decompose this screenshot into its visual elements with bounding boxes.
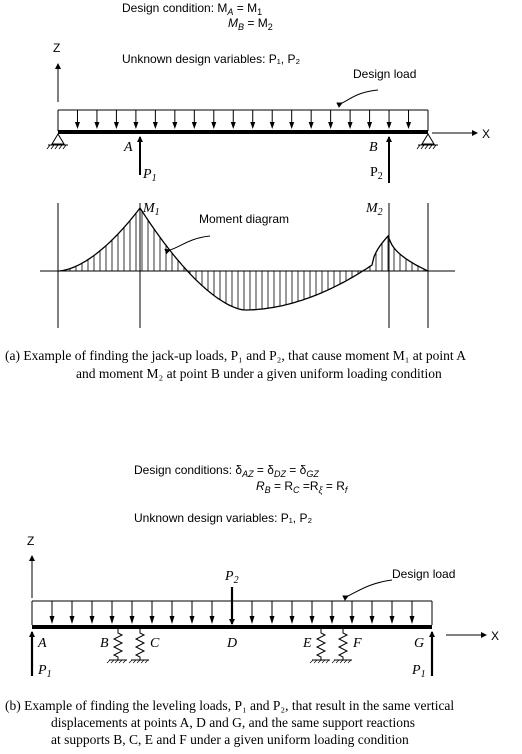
- load-arrow-head: [172, 122, 177, 129]
- load-arrow-head: [250, 616, 255, 624]
- load-arrows-a: [75, 110, 411, 129]
- beam-b: [32, 625, 432, 629]
- load-arrow-head: [350, 616, 355, 624]
- load-arrow-head: [348, 122, 353, 129]
- load-arrow-head: [50, 616, 55, 624]
- moment-diagram-leader: [170, 236, 210, 250]
- point-label-b: B: [100, 636, 109, 651]
- pin-support-left-a: [47, 134, 68, 149]
- moment-diagram-label: Moment diagram: [199, 212, 290, 226]
- load-arrow-head: [231, 122, 236, 129]
- load-arrow-head: [75, 122, 80, 129]
- design-condition-a-line1: Design condition: $M_A = M_1$: [122, 1, 263, 17]
- load-arrow-head: [110, 616, 115, 624]
- load-arrow-head: [190, 616, 195, 624]
- beam-a: [58, 130, 428, 134]
- point-b-label: B: [369, 140, 378, 155]
- load-arrow-head: [370, 616, 375, 624]
- z-axis-label-a: Z: [53, 41, 61, 55]
- load-arrow-head: [90, 616, 95, 624]
- point-label-c: C: [150, 636, 160, 651]
- design-load-leader-b: [348, 580, 392, 596]
- load-arrow-head: [367, 122, 372, 129]
- load-arrow-head: [270, 122, 275, 129]
- unknown-variables-a: Unknown design variables: P₁, P₂: [122, 52, 301, 66]
- spring-support: [114, 629, 122, 660]
- load-arrow-head: [250, 122, 255, 129]
- load-arrow-head: [328, 122, 333, 129]
- point-label-f: F: [353, 636, 362, 651]
- point-label-e: E: [303, 636, 312, 651]
- unknown-variables-b: Unknown design variables: P₁, P₂: [134, 511, 313, 525]
- load-arrow-head: [153, 122, 158, 129]
- pin-support-right-a: [417, 134, 438, 149]
- load-arrow-head: [390, 616, 395, 624]
- load-arrow-head: [94, 122, 99, 129]
- load-arrow-head: [410, 616, 415, 624]
- caption-b-line2: displacements at points A, D and G, and the same support reactions: [51, 715, 416, 730]
- p2-label-b: $P_2$: [225, 569, 239, 586]
- p1-label-a: $P_1$: [143, 167, 157, 184]
- load-arrow-head: [150, 616, 155, 624]
- load-arrow-head: [289, 122, 294, 129]
- load-arrow-head: [130, 616, 135, 624]
- z-axis-label-b: Z: [27, 534, 35, 548]
- design-condition-b-line2: $R_B = R_C =R_\xi = R_f$: [256, 479, 348, 495]
- m1-label: $M_1$: [143, 201, 160, 218]
- point-label-d: D: [227, 636, 238, 651]
- part-a-diagram: [5, 1, 490, 381]
- p1-left-label-b: $P_1$: [38, 663, 52, 680]
- load-arrow-head: [70, 616, 75, 624]
- point-label-a: A: [38, 636, 47, 651]
- design-load-label-a: Design load: [353, 67, 417, 81]
- load-arrow-head: [133, 122, 138, 129]
- load-arrow-head: [170, 616, 175, 624]
- load-arrow-head: [210, 616, 215, 624]
- p1-right-label-b: $P_1$: [412, 663, 426, 680]
- point-a-label: A: [124, 140, 133, 155]
- part-b-diagram: [5, 463, 499, 747]
- x-axis-label-b: X: [491, 629, 500, 643]
- spring-support: [317, 629, 325, 660]
- load-arrow-head: [387, 122, 392, 129]
- design-load-leader-a: [342, 90, 378, 103]
- design-condition-b-line1: Design conditions: $\delta_{AZ} = \delta_{DZ} = \delta_{GZ}$: [134, 463, 319, 479]
- load-arrow-head: [270, 616, 275, 624]
- load-arrow-head: [211, 122, 216, 129]
- load-arrow-head: [290, 616, 295, 624]
- load-arrow-head: [406, 122, 411, 129]
- load-arrow-head: [310, 616, 315, 624]
- load-arrow-head: [114, 122, 119, 129]
- m2-label: $M_2$: [366, 201, 383, 218]
- spring-support: [339, 629, 347, 660]
- caption-a-line2: and moment M₂ at point B under a given uniform loading condition: [76, 366, 442, 381]
- caption-b-line1: (b) Example of finding the leveling loads, P₁ and P₂, that result in the same vertical: [5, 698, 455, 713]
- load-arrow-head: [330, 616, 335, 624]
- spring-support: [136, 629, 144, 660]
- caption-a-line1: (a) Example of finding the jack-up loads, P₁ and P₂, that cause moment M₁ at point A: [5, 348, 467, 363]
- point-label-g: G: [414, 636, 425, 651]
- x-axis-label-a: X: [482, 127, 491, 141]
- caption-b-line3: at supports B, C, E and F under a given uniform loading condition: [51, 732, 409, 747]
- load-arrow-head: [309, 122, 314, 129]
- p2-label-a: $P_2$: [370, 165, 383, 182]
- load-arrow-head: [192, 122, 197, 129]
- design-load-label-b: Design load: [392, 567, 456, 581]
- design-condition-a-line2: $M_B = M_2$: [228, 16, 273, 32]
